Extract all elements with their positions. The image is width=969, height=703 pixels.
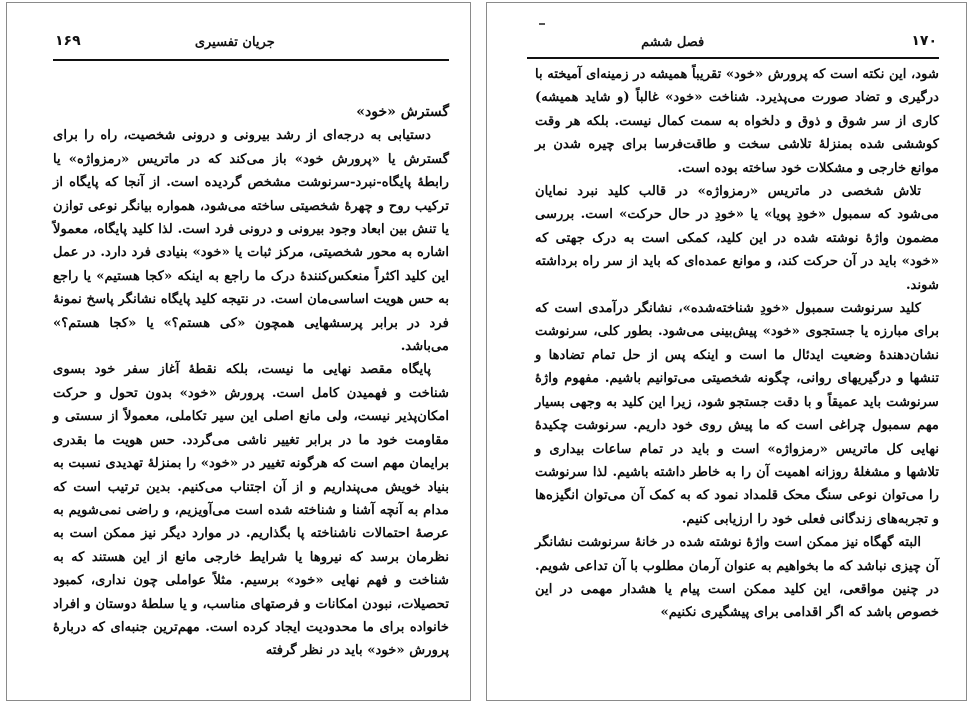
- running-title: جریان تفسیری: [194, 35, 275, 50]
- right-page-body: [535, 63, 939, 625]
- page-number: ۱۷۰: [911, 33, 937, 49]
- paragraph: شود، این نکته است که پرورش «خود» تقریباً همیشه در زمینه‌ای آمیخته با درگیری و تضاد صورت می‌پذیرد. شناخت «خود» غالباً (و شاید همیشه) کاری از سر شوق و ذوق و دلخواه به سمت کمال نیست. بلکه هر وقت کوششی شده بمنزلهٔ تلاشی سخت و طاقت‌فرسا برای چیره شدن بر موانع خارجی و مشکلات خود ساخته بوده است.: [535, 67, 939, 176]
- section-subheading: گسترش «خود»: [356, 104, 449, 120]
- scan-mark: [539, 23, 545, 25]
- left-page-header: [53, 31, 449, 55]
- right-page-header: [527, 31, 939, 55]
- paragraph: پایگاه مقصد نهایی ما نیست، بلکه نقطهٔ آغاز سفر خود بسوی شناخت و فهمیدن کامل است. پرورش «خود» بدون تحول و حرکت امکان‌پذیر نیست، ولی مانع اصلی این سیر تکاملی، معمولاً از سستی و مقاومت خود ما در برابر تغییر ناشی می‌گردد. حس هویت ما بقدری برایمان مهم است که هرگونه تغییر در «خود» را بمنزلهٔ تهدیدی نسبت به بنیاد خویش می‌پنداریم و از آن اجتناب می‌کنیم. بدین ترتیب است که مدام به آنچه آشنا و شناخته شده است می‌آویزیم، و راضی نمی‌شویم به عرصهٔ احتمالات ناشناخته پا بگذاریم. در موارد دیگر نیز ممکن است به نظرمان برسد که نیروها یا شرایط خارجی مانع از این هستند که به شناخت و فهم نهایی «خود» برسیم. مثلاً عواملی چون نداری، کمبود تحصیلات، نبودن امکانات و فرصتهای مناسب، و یا سلطهٔ دوستان و افراد خانواده برای ما محدودیت ایجاد کرده است. مهم‌ترین جنبه‌ای که درباره‌ٔ پرورش «خود» باید در نظر گرفته: [53, 362, 449, 659]
- header-rule: [527, 57, 939, 59]
- left-page: [6, 2, 471, 701]
- right-page: [486, 2, 967, 701]
- paragraph: البته گهگاه نیز ممکن است واژهٔ نوشته شده در خانهٔ سرنوشت نشانگر آن چیزی نباشد که ما بخواهیم به عنوان آرمان مطلوب با آن تداعی شویم. در چنین مواقعی، این کلید ممکن است پیام یا هشدار مهمی در این خصوص باشد که اگر اقدامی برای پیشگیری نکنیم»: [535, 535, 940, 621]
- paragraph: تلاش شخصی در ماتریس «رمزواژه» در قالب کلید نبرد نمایان می‌شود که سمبول «خودِ پویا» یا «خودِ در حال حرکت» است. بررسی مضمون واژهٔ نوشته شده در این کلید، کمکی است به درک جهتی که «خود» باید در آن حرکت کند، و موانع عمده‌ای که باید از سر راه برداشته شوند.: [535, 184, 939, 293]
- paragraph: کلید سرنوشت سمبول «خودِ شناخته‌شده»، نشانگر درآمدی است که برای مبارزه یا جستجوی «خود» پیش‌بینی می‌شود. بطور کلی، سرنوشت نشان‌دهندهٔ وضعیت ایدئال ما است و اینکه پس از حل تمام تضادها و تنشها و درگیریهای روانی، چگونه شخصیتی می‌توانیم باشیم. مفهوم واژهٔ سرنوشت باید عمیقاً و با دقت جستجو شود، زیرا این کلید به وجهی بسیار مهم سمبول چراغی است که ما پیش روی خود داریم. سرنوشت چکیدهٔ نهایی کل ماتریس «رمزواژه» است و باید در تمام ساعات بیداری و تلاشها و مشغلهٔ روزانه اهمیت آن را به خاطر داشته باشیم. لذا سرنوشت را می‌توان نوعی سنگ محک قلمداد نمود که به کمک آن می‌توان انگیزه‌ها و تجربه‌های زندگانی فعلی خود را ارزیابی کنیم.: [535, 301, 939, 527]
- left-page-body: [53, 101, 449, 663]
- header-rule: [53, 59, 449, 61]
- paragraph: دستیابی به درجه‌ای از رشد بیرونی و درونی شخصیت، راه را برای گسترش یا «پرورش خود» باز می‌کند که در ماتریس «رمزواژه» یا رابطهٔ پایگاه-نبرد-سرنوشت مشخص گردیده است. از آنجا که پایگاه از ترکیب روح و چهرهٔ شخصیتی ساخته می‌شود، همواره بیانگر نوعی توازن یا تنش بین ابعاد وجود بیرونی و درونی فرد است. لذا کلید پایگاه، معمولاً اشاره به محور شخصیتی، مرکز ثبات یا «خود» بنیادی فرد دارد. در عمل این کلید اکثراً منعکس‌کنندهٔ درک ما راجع به اینکه «کجا هستیم» یا راجع به حس هویت اساسی‌مان است. در نتیجه کلید پایگاه نشانگر پاسخ نمونهٔ فرد در برابر پرسشهایی همچون «کی هستم؟» یا «کجا هستم؟» می‌باشد.: [53, 128, 449, 355]
- page-number: ۱۶۹: [55, 33, 81, 49]
- running-title: فصل ششم: [641, 35, 705, 50]
